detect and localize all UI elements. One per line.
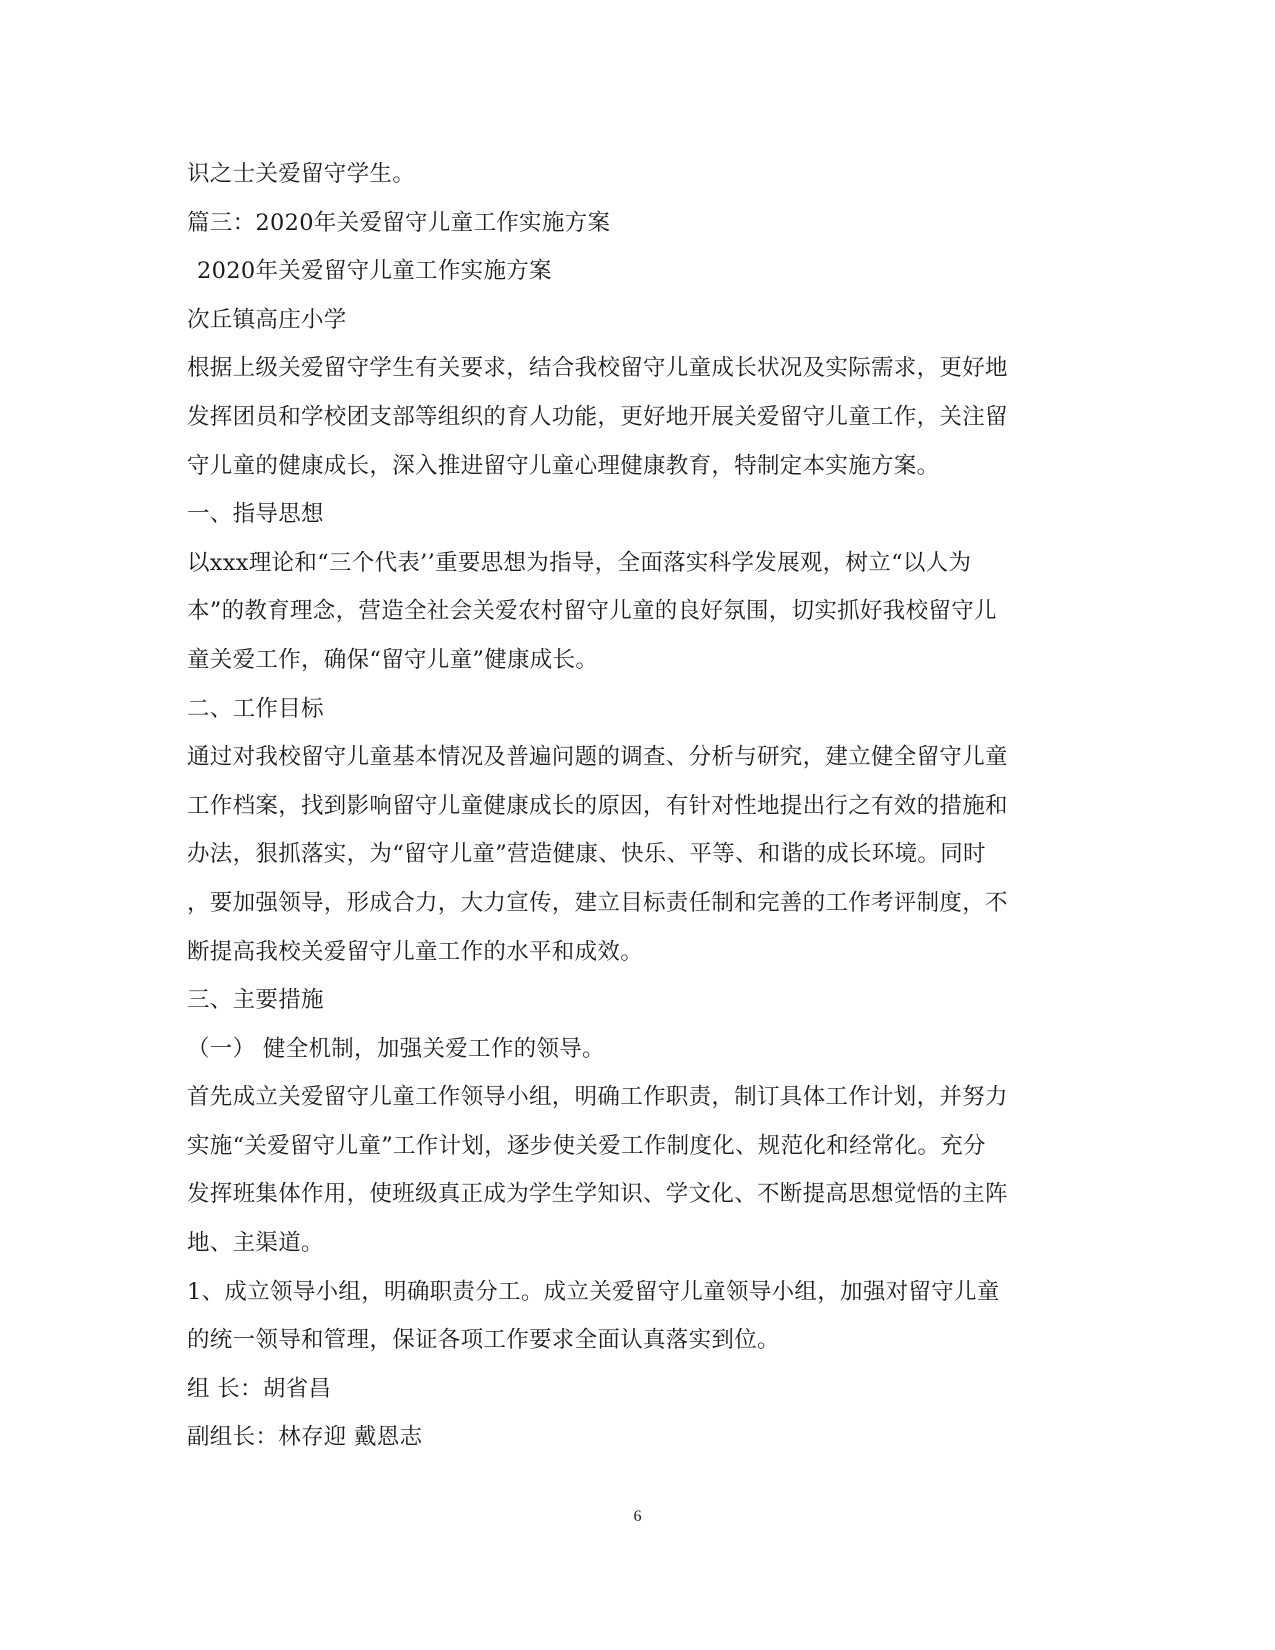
text-line: 根据上级关爱留守学生有关要求，结合我校留守儿童成长状况及实际需求，更好地 — [187, 355, 1008, 382]
text-line: 地、主渠道。 — [187, 1230, 324, 1257]
text-line: 的统一领导和管理，保证各项工作要求全面认真落实到位。 — [187, 1327, 780, 1354]
school-name: 次丘镇高庄小学 — [187, 306, 347, 333]
section-title: 篇三：2020年关爱留守儿童工作实施方案 — [187, 209, 611, 236]
text-line: 办法，狠抓落实，为“留守儿童”营造健康、快乐、平等、和谐的成长环境。同时 — [187, 841, 986, 868]
group-leader: 组 长：胡省昌 — [187, 1375, 332, 1402]
heading-main-measures: 三、主要措施 — [187, 987, 324, 1014]
page-number: 6 — [633, 1508, 642, 1525]
text-line: 守儿童的健康成长，深入推进留守儿童心理健康教育，特制定本实施方案。 — [187, 452, 940, 479]
text-line: 首先成立关爱留守儿童工作领导小组，明确工作职责，制订具体工作计划，并努力 — [187, 1084, 1008, 1111]
text-line: ，要加强领导，形成合力，大力宣传，建立目标责任制和完善的工作考评制度，不 — [187, 889, 1008, 916]
text-line: 以xxx理论和“三个代表’’重要思想为指导，全面落实科学发展观，树立“以人为 — [187, 549, 972, 576]
text-line: 工作档案，找到影响留守儿童健康成长的原因，有针对性地提出行之有效的措施和 — [187, 792, 1008, 819]
text-line: 童关爱工作，确保“留守儿童”健康成长。 — [187, 646, 599, 673]
text-line: 本”的教育理念，营造全社会关爱农村留守儿童的良好氛围，切实抓好我校留守儿 — [187, 598, 997, 625]
text-line: 发挥团员和学校团支部等组织的育人功能，更好地开展关爱留守儿童工作，关注留 — [187, 403, 1008, 430]
text-line: 断提高我校关爱留守儿童工作的水平和成效。 — [187, 938, 644, 965]
text-line: 实施“关爱留守儿童”工作计划，逐步使关爱工作制度化、规范化和经常化。充分 — [187, 1132, 986, 1159]
text-line: 1、成立领导小组，明确职责分工。成立关爱留守儿童领导小组，加强对留守儿童 — [187, 1278, 1000, 1305]
document-title: 2020年关爱留守儿童工作实施方案 — [197, 258, 552, 285]
deputy-group-leader: 副组长：林存迎 戴恩志 — [187, 1424, 423, 1451]
subheading-mechanism: （一） 健全机制，加强关爱工作的领导。 — [187, 1035, 605, 1062]
text-line: 通过对我校留守儿童基本情况及普遍问题的调查、分析与研究，建立健全留守儿童 — [187, 744, 1008, 771]
heading-guiding-ideology: 一、指导思想 — [187, 501, 324, 528]
document-body — [187, 150, 1087, 1462]
text-line: 识之士关爱留守学生。 — [187, 161, 416, 187]
heading-work-goals: 二、工作目标 — [187, 695, 324, 722]
text-line: 发挥班集体作用，使班级真正成为学生学知识、学文化、不断提高思想觉悟的主阵 — [187, 1181, 1008, 1208]
